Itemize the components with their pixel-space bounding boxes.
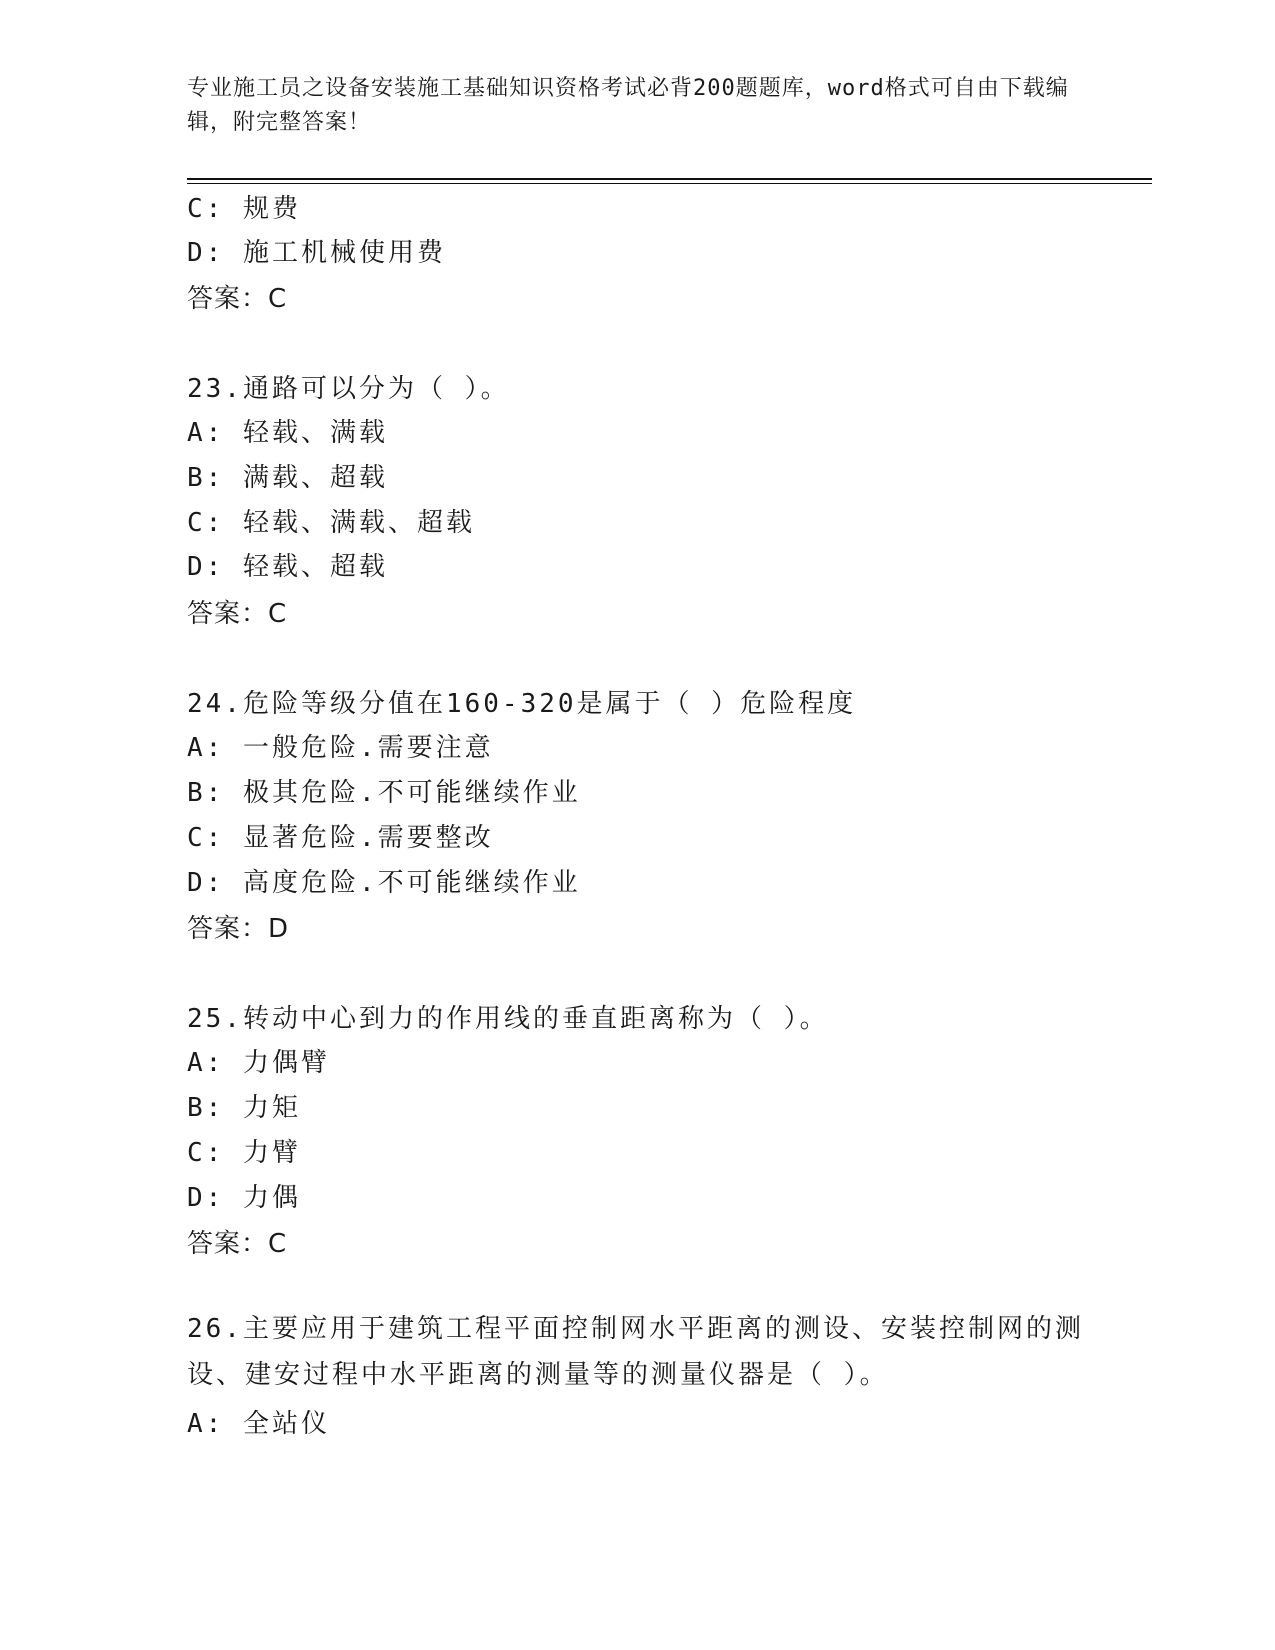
- option-d: D: 高度危险.不可能继续作业: [187, 868, 581, 898]
- answer: 答案：C: [187, 599, 288, 629]
- answer: 答案：D: [187, 914, 290, 944]
- question-23: 23.通路可以分为（ ）。: [187, 374, 510, 404]
- option-c: C: 规费: [187, 194, 301, 224]
- option-b: B: 满载、超载: [187, 463, 388, 493]
- option-c: C: 力臂: [187, 1138, 301, 1168]
- option-b: B: 力矩: [187, 1093, 301, 1123]
- question-26: 26.主要应用于建筑工程平面控制网水平距离的测设、安装控制网的测设、建安过程中水平距离的测量等的测量仪器是（ ）。: [187, 1314, 1084, 1390]
- option-c: C: 轻载、满载、超载: [187, 508, 475, 538]
- option-a: A: 轻载、满载: [187, 418, 388, 448]
- option-d: D: 力偶: [187, 1183, 301, 1213]
- option-d: D: 轻载、超载: [187, 552, 388, 582]
- option-a: A: 一般危险.需要注意: [187, 733, 494, 763]
- option-a: A: 全站仪: [187, 1409, 330, 1439]
- header-divider: [187, 178, 1152, 180]
- question-25: 25.转动中心到力的作用线的垂直距离称为（ ）。: [187, 1004, 829, 1034]
- answer: 答案：C: [187, 284, 288, 314]
- document-header: 专业施工员之设备安装施工基础知识资格考试必背200题题库，word格式可自由下载编辑，附完整答案！: [187, 76, 1069, 135]
- answer: 答案：C: [187, 1229, 288, 1259]
- option-d: D: 施工机械使用费: [187, 238, 446, 268]
- option-b: B: 极其危险.不可能继续作业: [187, 778, 581, 808]
- option-a: A: 力偶臂: [187, 1048, 330, 1078]
- option-c: C: 显著危险.需要整改: [187, 823, 494, 853]
- header-divider-thin: [187, 183, 1152, 184]
- question-24: 24.危险等级分值在160-320是属于（ ）危险程度: [187, 689, 857, 719]
